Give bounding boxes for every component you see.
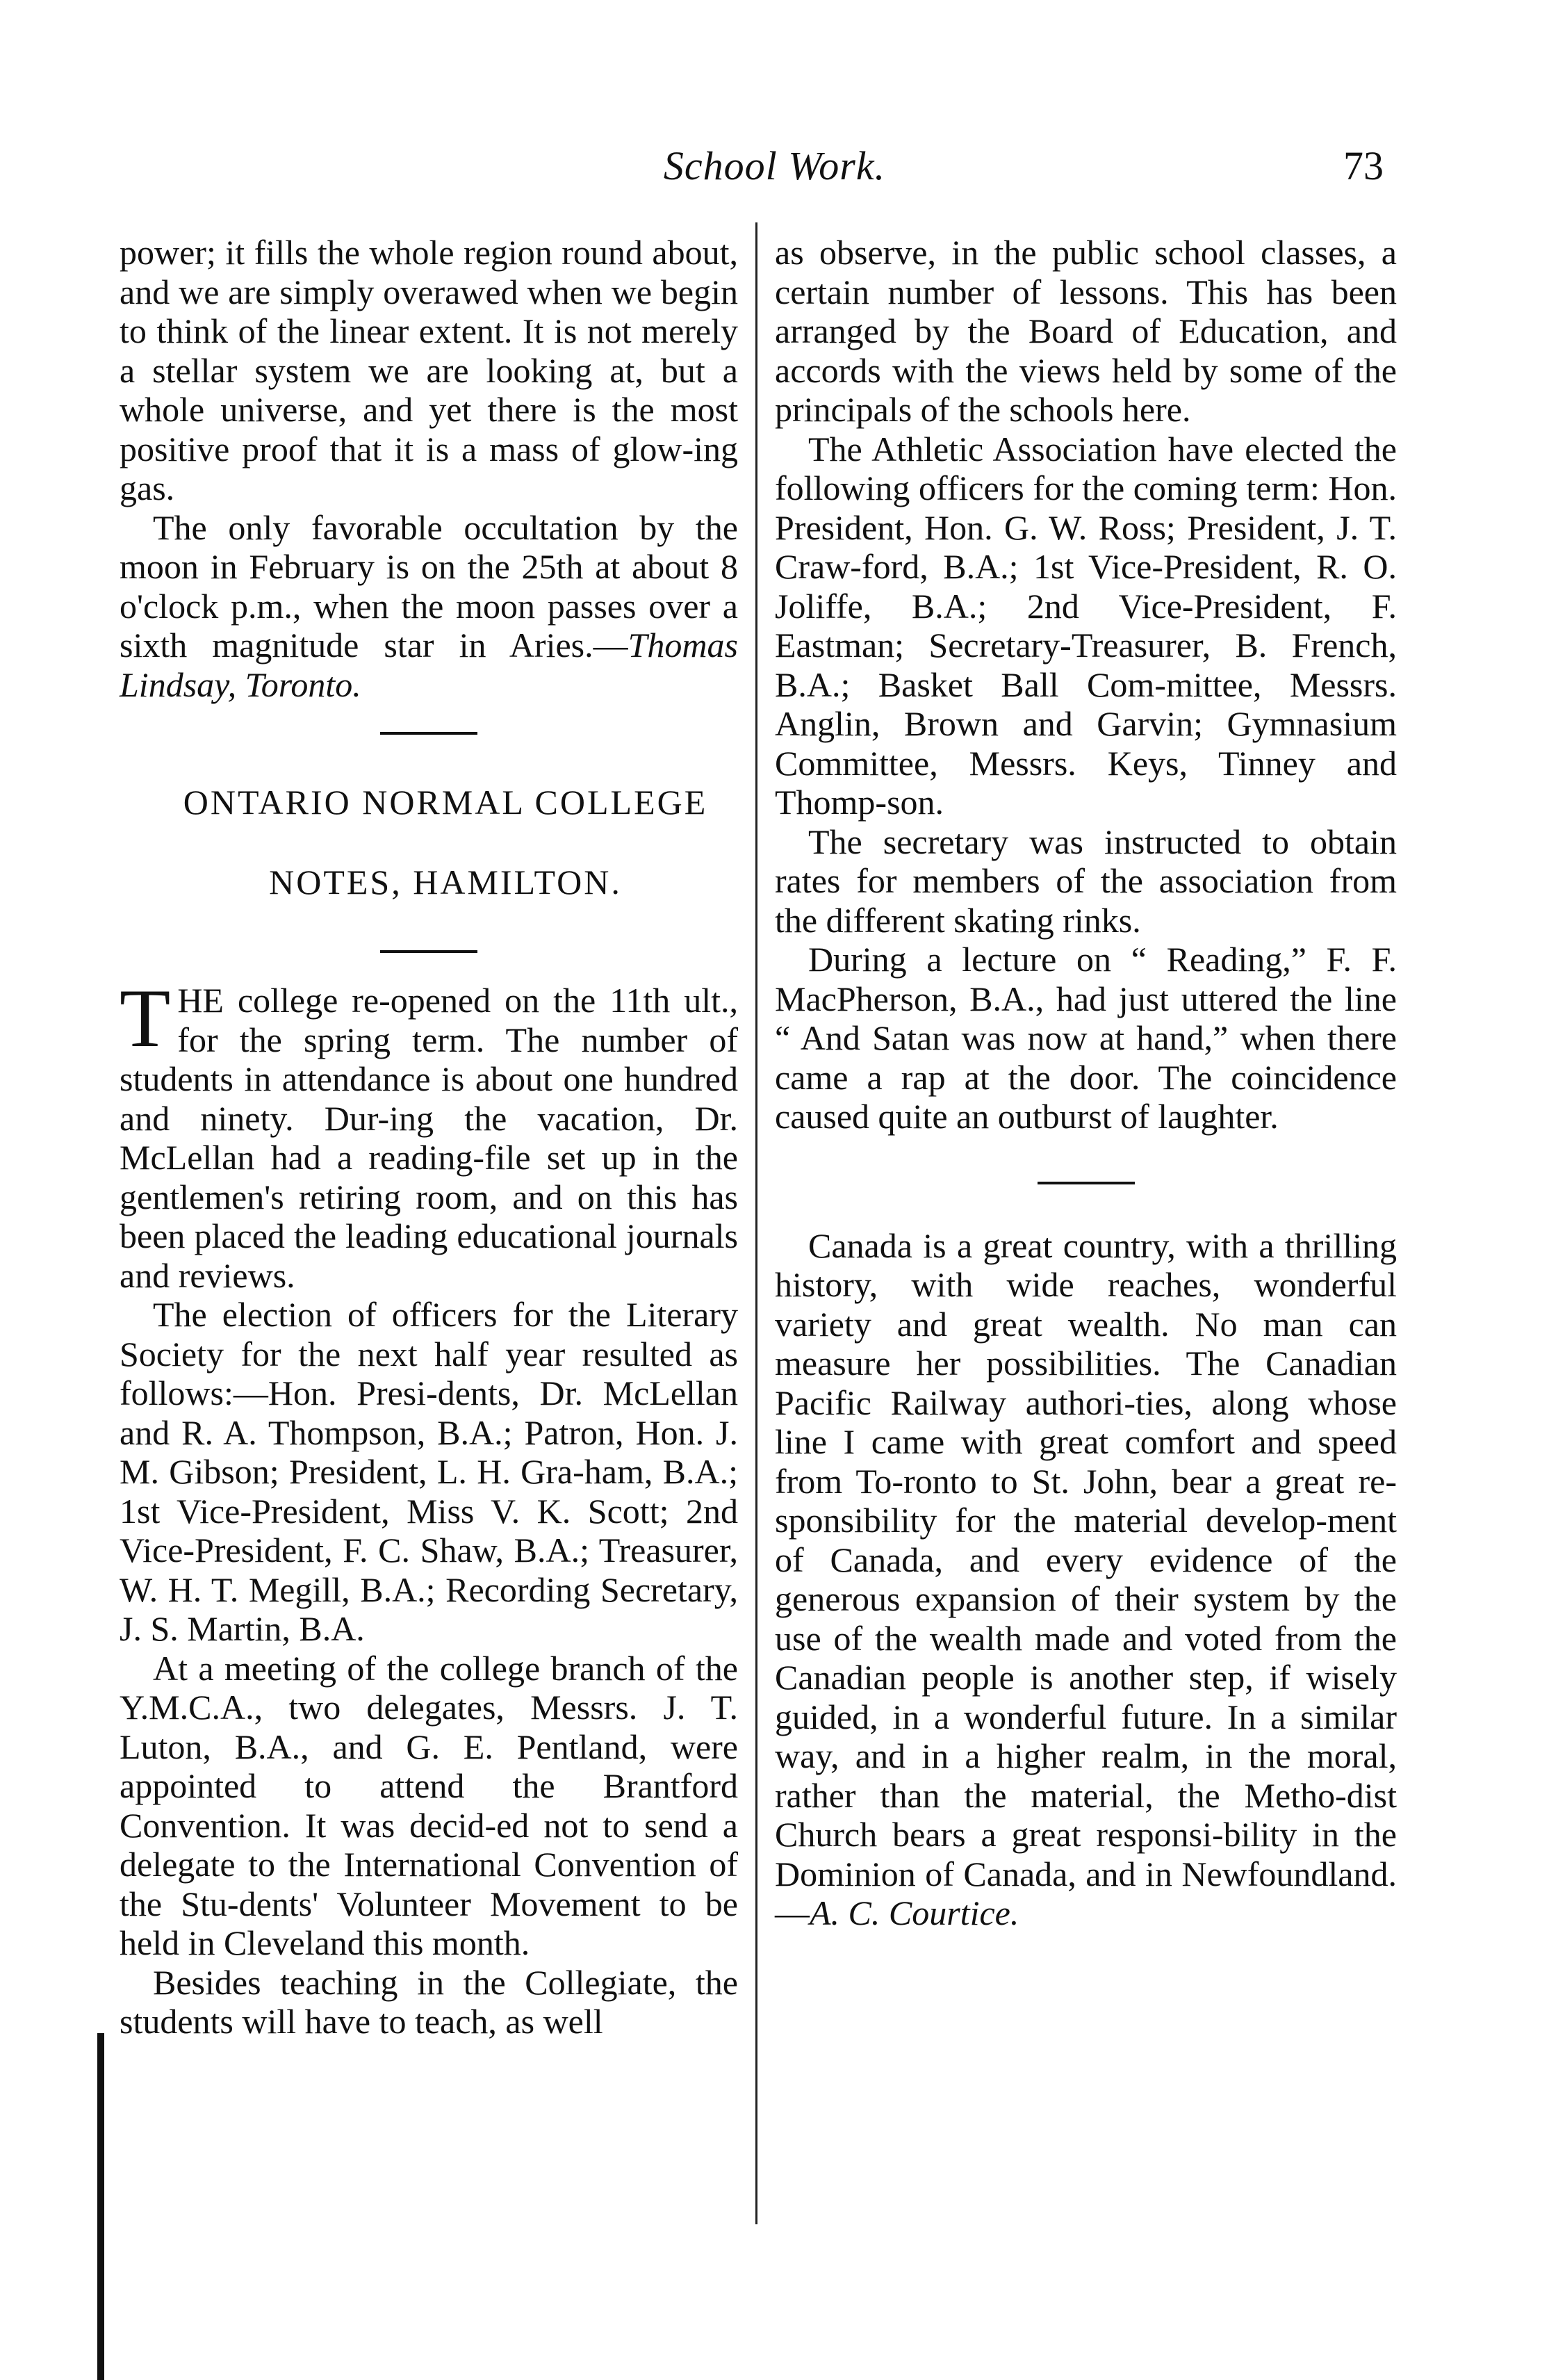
running-title: School Work. [663,143,886,188]
section-divider [1038,1182,1135,1184]
section-title-line-2: NOTES, HAMILTON. [269,863,622,902]
paragraph: The election of officers for the Literary Society for the next half year resulted as follows:—Hon. Presi-dents, Dr. McLellan and R. A. Thompson, B.A.; Patron, Hon. J. M. Gibson; President, L. H. Gra-ham, B.A.; 1st Vice-President, Miss V. K. Scott; 2nd Vice-President, F. C. Shaw, B.A.; Treasurer, W. H. T. Megill, B.A.; Recording Secretary, J. S. Martin, B.A. [120,1295,738,1648]
paragraph: power; it fills the whole region round about, and we are simply overawed when we begin to think of the linear extent. It is not merely a stellar system we are looking at, but a whole universe, and yet there is the most positive proof that it is a mass of glow-ing gas. [120,233,738,507]
section-divider [380,732,477,735]
paragraph [120,508,738,705]
paragraph: The Athletic Association have elected the following officers for the coming term: Hon. President, Hon. G. W. Ross; President, J. T. Craw-ford, B.A.; 1st Vice-President, R. O. Joliffe, B.A.; 2nd Vice-President, F. Eastman; Secretary-Treasurer, B. French, B.A.; Basket Ball Com-mittee, Messrs. Anglin, Brown and Garvin; Gymnasium Committee, Messrs. Keys, Tinney and Thomp-son. [775,429,1397,822]
left-column [120,233,738,2041]
paragraph: The secretary was instructed to obtain rates for members of the association from the different skating rinks. [775,822,1397,940]
paragraph [775,1226,1397,1933]
section-title-line-1: ONTARIO NORMAL COLLEGE [183,783,708,822]
paragraph: as observe, in the public school classes, a certain number of lessons. This has been arranged by the Board of Education, and accords with the views held by some of the principals of the schools here. [775,233,1397,429]
author-signature: A. C. Courtice. [810,1893,1019,1932]
paragraph [120,972,738,1295]
paragraph: At a meeting of the college branch of the Y.M.C.A., two delegates, Messrs. J. T. Luton, B.A., and G. E. Pentland, were appointed to attend the Brantford Convention. It was decid-ed not to send a delegate to the International Convention of the Stu-dents' Volunteer Movement to be held in Cleveland this month. [120,1648,738,1962]
section-divider [380,950,477,953]
author-signature: Thomas Lindsay, Toronto. [120,626,738,704]
page-number: 73 [1343,143,1384,188]
paragraph-text: HE college re-opened on the 11th ult., for the spring term. The number of students in attendance is about one hundred and ninety. Dur-ing the vacation, Dr. McLellan had a reading-file set up in the gentlemen's retiring room, and on this has been placed the leading educational journals and reviews. [120,981,738,1295]
binding-edge [97,2033,104,2380]
right-column [775,233,1397,1933]
drop-cap: T [120,972,171,1064]
paragraph: During a lecture on “ Reading,” F. F. MacPherson, B.A., had just uttered the line “ And Satan was now at hand,” when there came a rap at the door. The coincidence caused quite an outburst of laughter. [775,940,1397,1136]
column-divider [755,222,757,2224]
page-header [0,142,1549,205]
paragraph-text: Canada is a great country, with a thrilling history, with wide reaches, wonderful variety and great wealth. No man can measure her possibilities. The Canadian Pacific Railway authori-ties, along whose line I came with great comfort and speed from To-ronto to St. John, bear a great re-sponsibility for the material develop-ment of Canada, and every evidence of the generous expansion of their system by the use of the wealth made and voted from the Canadian people is another step, if wisely guided, in a wonderful future. In a similar way, and in a higher realm, in the moral, rather than the material, the Metho-dist Church bears a great responsi-bility in the Dominion of Canada, and in Newfoundland.— [775,1225,1397,1932]
paragraph: Besides teaching in the Collegiate, the students will have to teach, as well [120,1962,738,2041]
paragraph-text: The only favorable occultation by the moon in February is on the 25th at about 8 o'clock p.m., when the moon passes over a sixth magnitude star in Aries.— [120,507,738,665]
